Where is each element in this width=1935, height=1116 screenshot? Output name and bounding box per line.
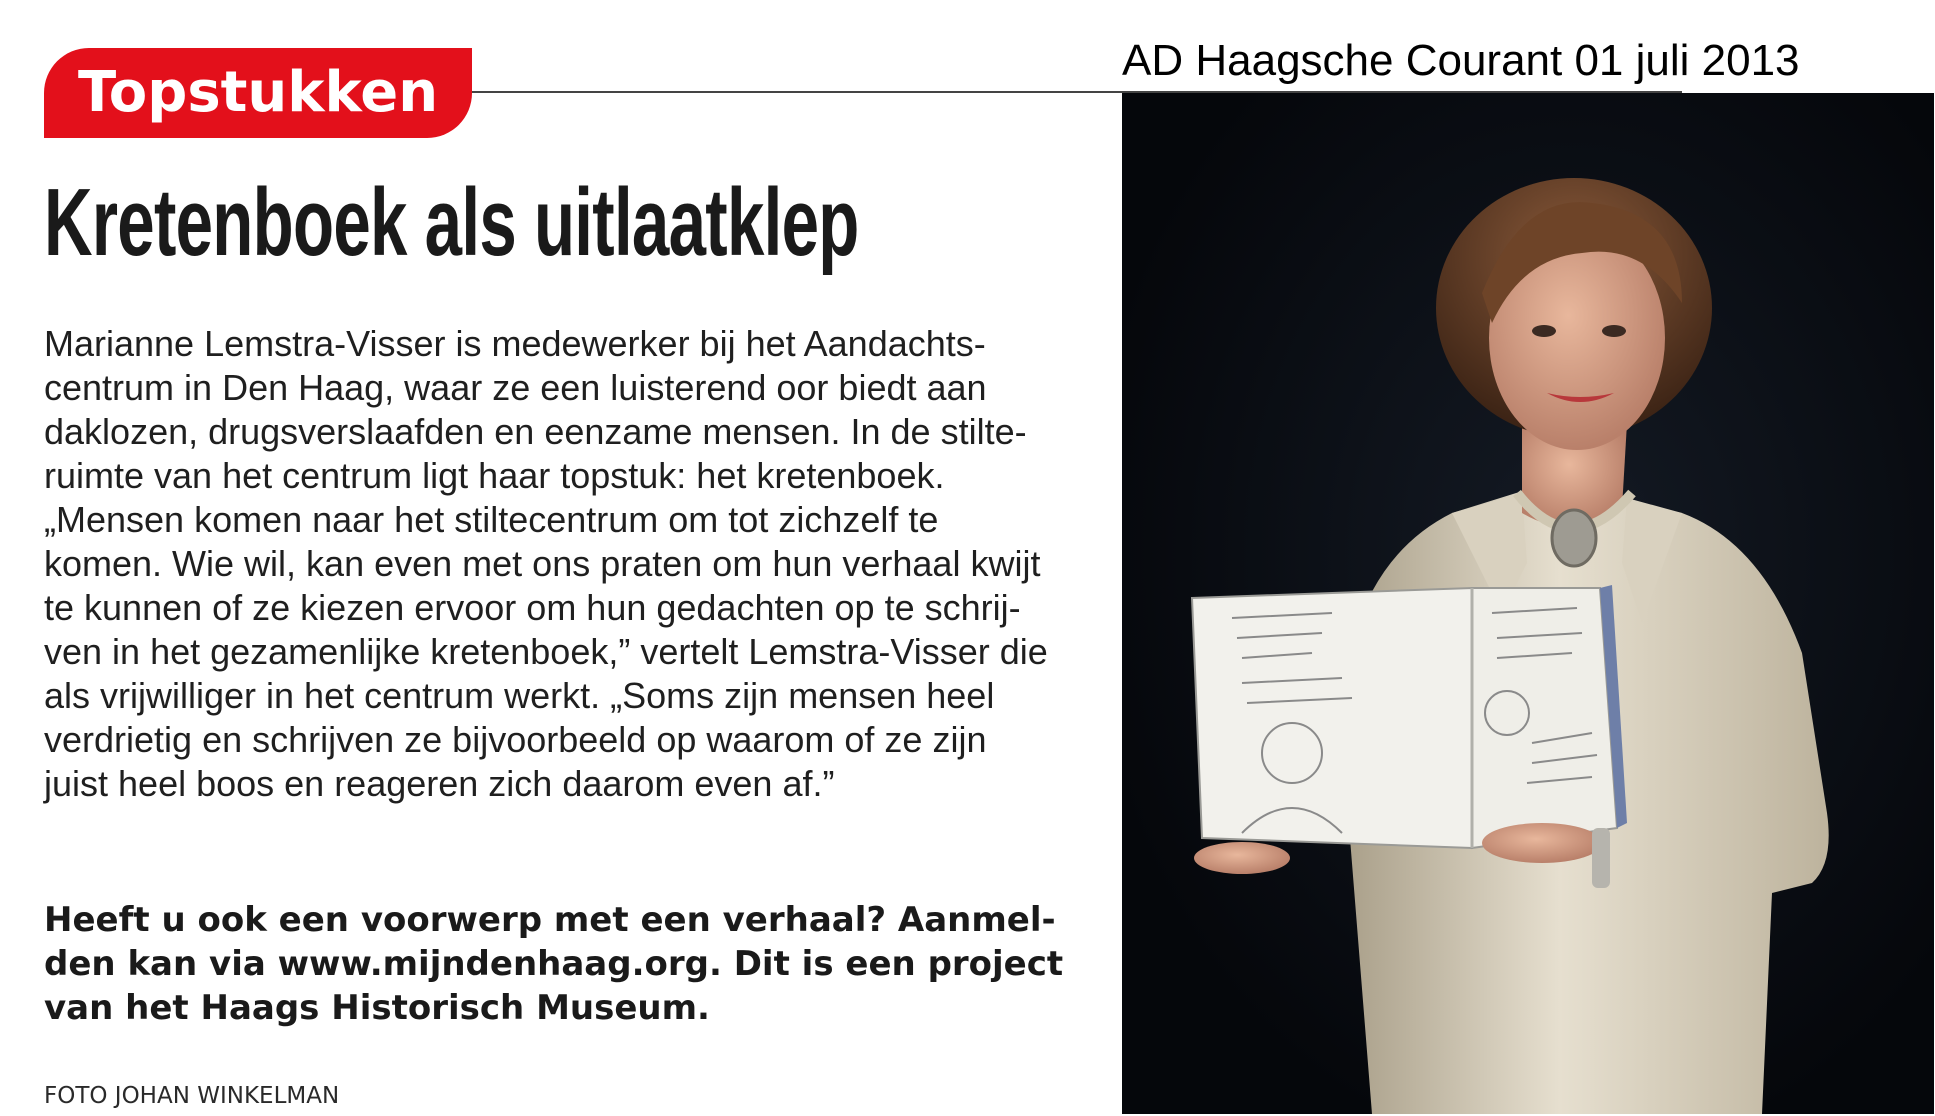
body-line: ruimte van het centrum ligt haar topstuk: het kretenboek. bbox=[44, 455, 945, 496]
right-hand-shape bbox=[1482, 823, 1602, 863]
book-illustration bbox=[1192, 585, 1627, 848]
body-line: als vrijwilliger in het centrum werkt. „Soms zijn mensen heel bbox=[44, 675, 995, 716]
body-line: daklozen, drugsverslaafden en eenzame mensen. In de stilte- bbox=[44, 411, 1027, 452]
body-line: ven in het gezamenlijke kretenboek,” vertelt Lemstra-Visser die bbox=[44, 631, 1048, 672]
section-badge: Topstukken bbox=[44, 48, 472, 138]
portrait-photo bbox=[1122, 93, 1934, 1114]
newspaper-source: AD Haagsche Courant 01 juli 2013 bbox=[1122, 36, 1800, 85]
left-hand-shape bbox=[1194, 842, 1290, 874]
body-line: Marianne Lemstra-Visser is medewerker bij het Aandachts- bbox=[44, 323, 986, 364]
body-line: te kunnen of ze kiezen ervoor om hun gedachten op te schrij- bbox=[44, 587, 1021, 628]
photo-credit: FOTO JOHAN WINKELMAN bbox=[44, 1083, 340, 1109]
body-line: verdrietig en schrijven ze bijvoorbeeld op waarom of ze zijn bbox=[44, 719, 987, 760]
body-line: komen. Wie wil, kan even met ons praten om hun verhaal kwijt bbox=[44, 543, 1041, 584]
callout-line: Heeft u ook een voorwerp met een verhaal? Aanmel- bbox=[44, 900, 1056, 940]
article-headline: Kretenboek als uitlaatklep bbox=[44, 169, 859, 276]
body-line: centrum in Den Haag, waar ze een luisterend oor biedt aan bbox=[44, 367, 987, 408]
portrait-illustration bbox=[1122, 93, 1934, 1114]
pendant-shape bbox=[1552, 510, 1596, 566]
body-line: „Mensen komen naar het stiltecentrum om tot zichzelf te bbox=[44, 499, 939, 540]
body-line: juist heel boos en reageren zich daarom even af.” bbox=[44, 763, 835, 804]
article-body bbox=[44, 322, 1074, 806]
callout-line: den kan via www.mijndenhaag.org. Dit is een project bbox=[44, 944, 1064, 984]
bracelet-shape bbox=[1592, 828, 1610, 888]
project-callout bbox=[44, 898, 1084, 1030]
callout-line: van het Haags Historisch Museum. bbox=[44, 988, 710, 1028]
